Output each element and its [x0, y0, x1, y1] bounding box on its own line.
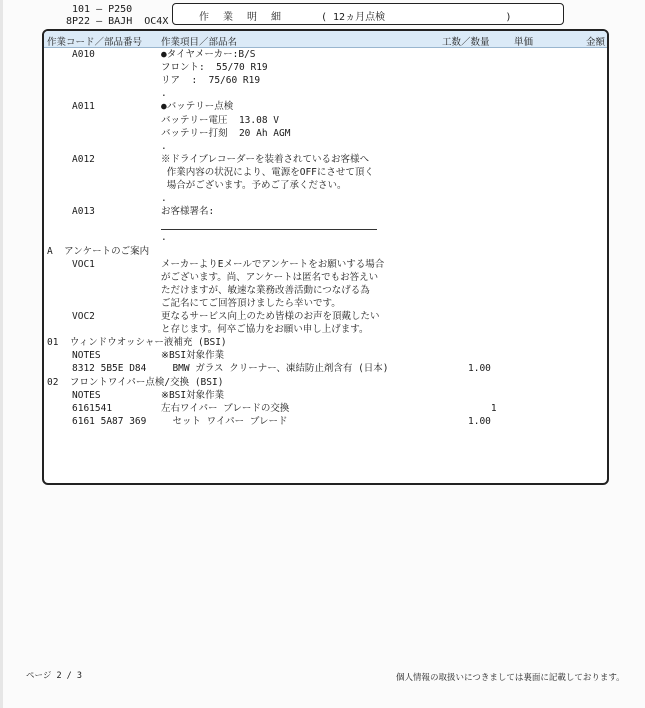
row-qty: 1 [468, 402, 497, 414]
row-code: NOTES [72, 389, 101, 401]
table-row [44, 310, 607, 323]
row-item: ご記名にてご回答頂けましたら幸いです。 [161, 297, 341, 309]
document-title: 作 業 明 細 [199, 12, 286, 23]
header-item: 作業項目／部品名 [161, 37, 238, 48]
header-unit-price: 単価 [514, 37, 534, 48]
table-row [44, 140, 607, 153]
table-row [44, 231, 607, 244]
table-row [44, 297, 607, 310]
row-code: A011 [72, 101, 95, 113]
table-header [44, 31, 607, 48]
table-row [44, 153, 607, 166]
row-item: フロント: 55/70 R19 [161, 62, 268, 74]
row-code: A010 [72, 49, 95, 60]
table-row [44, 376, 607, 389]
row-item: ※ドライブレコーダーを装着されているお客様へ [161, 153, 370, 165]
row-item: リア : 75/60 R19 [161, 75, 261, 87]
row-code: 6161541 [72, 402, 113, 414]
table-row [44, 258, 607, 271]
row-code: 6161 5A87 369 [72, 415, 147, 427]
row-item: . [161, 140, 167, 152]
table-row [44, 402, 607, 415]
table-row [44, 179, 607, 192]
row-item: ●タイヤメーカー:B/S [161, 49, 256, 60]
table-row [44, 323, 607, 336]
row-item: がございます。尚、アンケートは匿名でもお答えい [161, 271, 379, 283]
table-row [44, 192, 607, 205]
work-detail-table [42, 29, 609, 485]
vehicle-code-line-1: 101 — P250 [72, 4, 133, 15]
row-item: . [161, 193, 167, 205]
row-code: VOC1 [72, 258, 95, 270]
header-qty: 工数／数量 [442, 37, 490, 48]
table-row [44, 271, 607, 284]
row-item: ※BSI対象作業 [161, 350, 225, 362]
row-item: セット ワイパー ブレード [161, 415, 288, 427]
row-item: BMW ガラス クリーナー、凍結防止剤含有 (日本) [161, 363, 389, 375]
row-item: バッテリー打刻 20 Ah AGM [161, 127, 291, 139]
table-row [44, 74, 607, 87]
table-row [44, 100, 607, 113]
row-section-title: 02 フロントワイパー点検/交換 (BSI) [47, 376, 224, 388]
row-item: 更なるサービス向上のため皆様のお声を頂戴したい [161, 311, 380, 322]
row-item: 左右ワイパー ブレードの交換 [161, 402, 290, 414]
row-code: A013 [72, 206, 95, 218]
row-item: 作業内容の状況により、電源をOFFにさせて頂く [161, 166, 374, 178]
row-code: VOC2 [72, 311, 95, 322]
scan-edge [0, 0, 3, 708]
table-row [44, 362, 607, 375]
row-code: 8312 5B5E D84 [72, 363, 147, 375]
row-item: お客様署名: [161, 206, 215, 218]
inspection-type: ( 12ヵ月点検 ) [321, 12, 512, 23]
table-row [44, 349, 607, 362]
signature-line [161, 229, 377, 230]
row-item: 場合がございます。予めご了承ください。 [161, 180, 347, 191]
table-row [44, 284, 607, 297]
row-item: メーカーよりEメールでアンケートをお願いする場合 [161, 258, 385, 270]
row-section-title: 01 ウィンドウオッシャー液補充 (BSI) [47, 337, 227, 349]
row-item: ただけますが、敏速な業務改善活動につなげる為 [161, 284, 370, 296]
row-item: . [161, 88, 167, 100]
table-row [44, 87, 607, 100]
row-item: と存じます。何卒ご協力をお願い申し上げます。 [161, 324, 369, 336]
table-row [44, 114, 607, 127]
table-row [44, 48, 607, 61]
header-code: 作業コード／部品番号 [47, 37, 143, 48]
table-row [44, 336, 607, 349]
row-item: バッテリー電圧 13.08 V [161, 114, 279, 126]
row-code: NOTES [72, 350, 101, 362]
table-row [44, 389, 607, 402]
privacy-notice: 個人情報の取扱いにつきましては裏面に記載しております。 [396, 673, 625, 683]
header-amount: 金額 [586, 37, 606, 48]
table-row [44, 127, 607, 140]
table-row [44, 245, 607, 258]
table-row [44, 61, 607, 74]
row-item: ●バッテリー点検 [161, 101, 234, 113]
row-qty: 1.00 [468, 363, 491, 375]
table-row [44, 166, 607, 179]
row-section-title: A アンケートのご案内 [47, 245, 150, 257]
table-row [44, 415, 607, 428]
row-item: . [161, 232, 167, 244]
title-box [172, 3, 564, 25]
row-item: ※BSI対象作業 [161, 389, 225, 401]
row-code: A012 [72, 153, 95, 165]
vehicle-code-line-2: 8P22 — BAJH OC4X [66, 16, 169, 27]
table-row [44, 205, 607, 218]
page-number: ページ 2 / 3 [26, 671, 83, 681]
row-qty: 1.00 [468, 415, 491, 427]
